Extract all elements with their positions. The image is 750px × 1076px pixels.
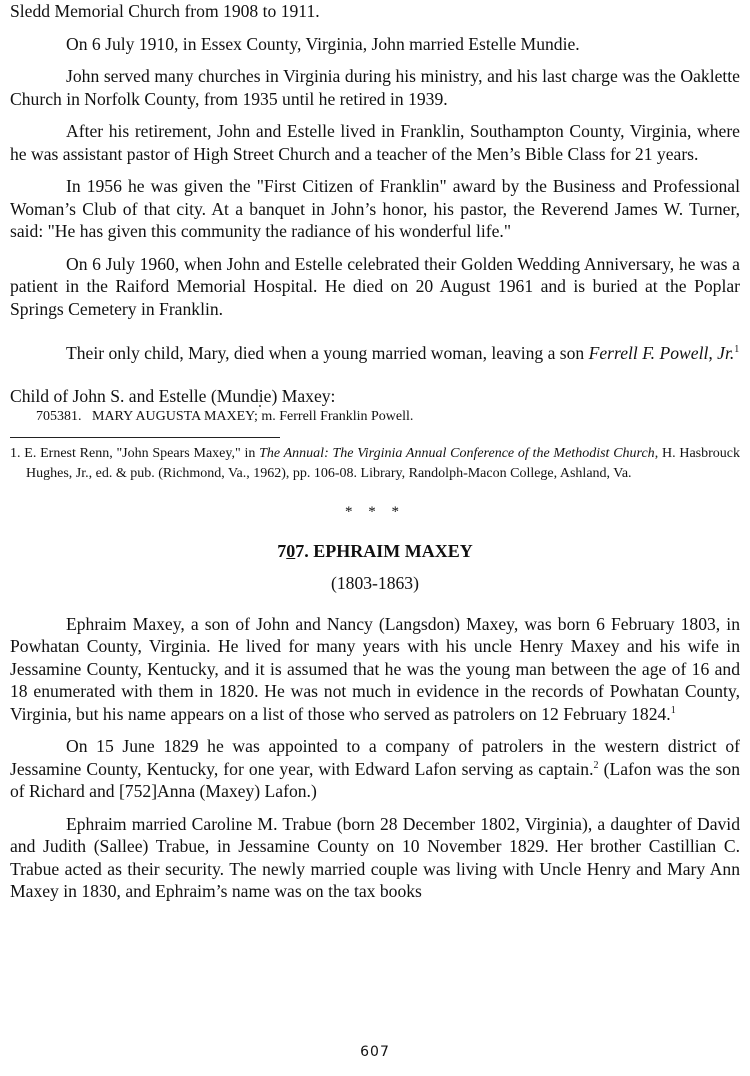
entry-name: EPHRAIM MAXEY xyxy=(313,540,473,561)
only-child-text: Their only child, Mary, died when a young married woman, leaving a son xyxy=(66,343,589,363)
footnote-title: The Annual: The Virginia Annual Conference of the Methodist Church xyxy=(259,445,655,461)
page-body xyxy=(10,0,740,913)
footnote-1 xyxy=(10,444,740,484)
entry-number-b: 0 xyxy=(286,540,296,561)
grandson-name: Ferrell F. Powell, Jr. xyxy=(588,343,735,363)
paragraph-6: On 6 July 1960, when John and Estelle celebrated their Golden Wedding Anniversary, he was a patient in the Raiford Memorial Hospital. He died on 20 August 1961 and is buried at the Poplar Springs Cemetery in Franklin. xyxy=(10,253,740,319)
child-number: 705381. xyxy=(36,408,82,424)
entry-number-a: 7 xyxy=(277,540,287,561)
section-separator: * * * xyxy=(345,503,405,520)
paragraph-ephraim-2-text: On 15 June 1829 he was appointed to a company of patrolers in the western district of Jessamine County, Kentucky, for one year, with Edward Lafon serving as captain. xyxy=(10,736,740,779)
stray-mark xyxy=(259,405,261,407)
page-number: 607 xyxy=(360,1044,390,1060)
paragraph-4: After his retirement, John and Estelle lived in Franklin, Southampton County, Virginia, where he was assistant pastor of High Street Church and a teacher of the Men’s Bible Class for 21 years. xyxy=(10,121,740,164)
child-entry: MARY AUGUSTA MAXEY; m. Ferrell Franklin Powell. xyxy=(92,408,414,424)
paragraph-ephraim-1-text: Ephraim Maxey, a son of John and Nancy (Langsdon) Maxey, was born 6 February 1803, in Powhatan County, Virginia. He lived for many years with his uncle Henry Maxey and his wife in Jessamine County, Kentucky, and it is assumed that he was the young man between the age of 16 and 18 enumerated with them in 1820. He was not much in evidence in the records of Powhatan County, Virginia, but his name appears on a list of those who served as patrolers on 12 February 1824. xyxy=(10,613,740,724)
paragraph-ephraim-2-after: (Lafon was the son of Richard and [752]Anna (Maxey) Lafon.) xyxy=(10,758,740,801)
footnote-marker: 1. xyxy=(10,445,21,461)
child-list-item xyxy=(36,407,740,427)
entry-number-c: 7. xyxy=(295,540,309,561)
paragraph-2: On 6 July 1910, in Essex County, Virginia, John married Estelle Mundie. xyxy=(66,33,580,54)
footnote-text-a: E. Ernest Renn, "John Spears Maxey," in xyxy=(24,445,260,461)
entry-title xyxy=(10,539,740,563)
paragraph-ephraim-3: Ephraim married Caroline M. Trabue (born 28 December 1802, Virginia), a daughter of David and Judith (Sallee) Trabue, in Jessamine County on 10 November 1829. Her brother Castillian C. Trabue acted as their security. The newly married couple was living with Uncle Henry and Mary Ann Maxey in 1830, and Ephraim’s name was on the tax books xyxy=(10,813,740,901)
footnote-divider xyxy=(10,437,280,438)
paragraph-5: In 1956 he was given the "First Citizen of Franklin" award by the Business and Professional Woman’s Club of that city. At a banquet in John’s honor, his pastor, the Reverend James W. Turner, said: "He has given this community the radiance of his wonderful life." xyxy=(10,176,740,241)
footnote-ref-1: 1 xyxy=(734,344,740,356)
footnote-ref: 1 xyxy=(670,704,676,716)
paragraph-ephraim-1 xyxy=(10,613,740,726)
paragraph-3: John served many churches in Virginia during his ministry, and his last charge was the Oaklette Church in Norfolk County, from 1935 until he retired in 1939. xyxy=(10,66,740,109)
footnote-text-b: , H. Hasbrouck Hughes, Jr., ed. & pub. (Richmond, Va., 1962), pp. 106-08. Library, Randolph-Macon College, Ashland, Va. xyxy=(26,445,740,481)
paragraph-ephraim-2 xyxy=(10,735,740,803)
entry-years: (1803-1863) xyxy=(331,572,419,593)
footnote-ref-2: 2 xyxy=(593,759,599,771)
paragraph-1: Sledd Memorial Church from 1908 to 1911. xyxy=(10,1,320,21)
paragraph-only-child xyxy=(10,342,740,365)
children-heading: Child of John S. and Estelle (Mundie) Maxey: xyxy=(10,385,336,406)
